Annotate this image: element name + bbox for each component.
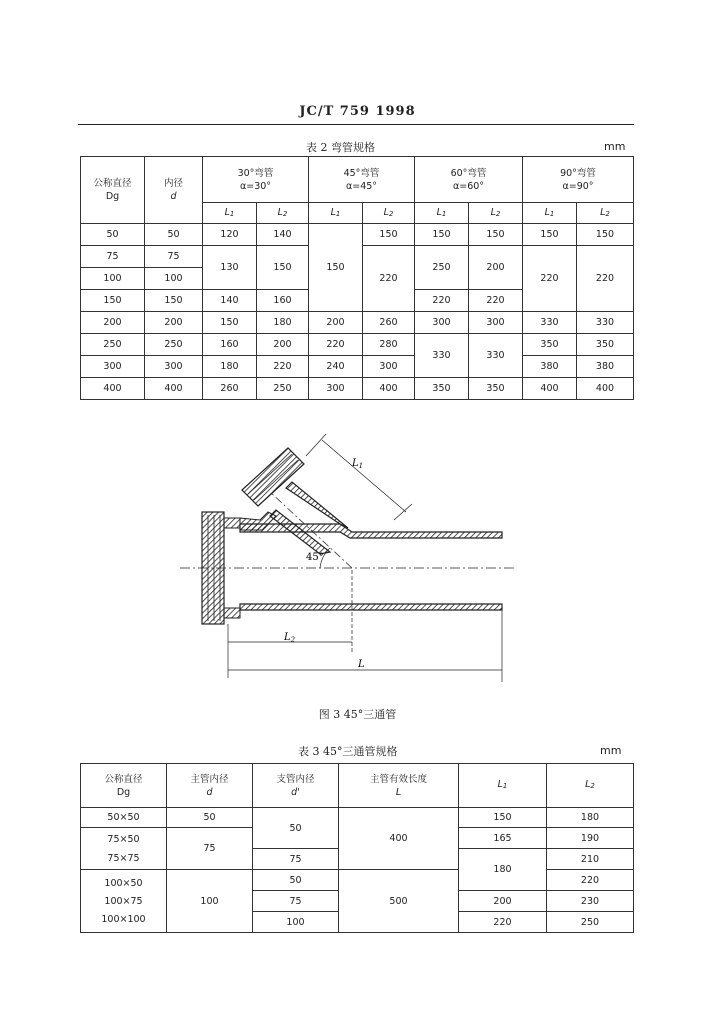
cell: 200	[81, 312, 145, 334]
cell: 50	[253, 808, 339, 849]
cell: 75×50 75×75	[81, 828, 167, 870]
cell: 100×50 100×75 100×100	[81, 870, 167, 933]
table-row	[81, 224, 634, 246]
cell: 330	[523, 312, 577, 334]
cell: 210	[547, 849, 634, 870]
cell: 160	[257, 290, 309, 312]
cell: 200	[459, 891, 547, 912]
l1-label: $L_1$	[352, 458, 364, 470]
table3-title: 表 3 45°三通管规格	[298, 745, 398, 758]
cell: 200	[145, 312, 203, 334]
cell: 400	[363, 378, 415, 400]
cell: 180	[257, 312, 309, 334]
cell: 350	[415, 378, 469, 400]
cell: 400	[523, 378, 577, 400]
table2-bend-spec	[80, 156, 634, 400]
header-l2: L2	[363, 203, 415, 224]
cell: 180	[203, 356, 257, 378]
tee-pipe-drawing	[180, 420, 520, 690]
header-rule	[78, 124, 634, 125]
cell: 150	[257, 246, 309, 290]
header-d: 内径 d	[145, 157, 203, 224]
cell: 350	[577, 334, 634, 356]
cell: 200	[309, 312, 363, 334]
header-l2: L2	[469, 203, 523, 224]
cell: 50	[145, 224, 203, 246]
header-l1: L1	[459, 764, 547, 808]
cell: 150	[81, 290, 145, 312]
cell: 220	[469, 290, 523, 312]
cell: 230	[547, 891, 634, 912]
cell: 400	[145, 378, 203, 400]
header-l2: L2	[257, 203, 309, 224]
cell: 180	[459, 849, 547, 891]
header-l1: L1	[309, 203, 363, 224]
cell: 500	[339, 870, 459, 933]
cell: 75	[167, 828, 253, 870]
cell: 220	[363, 246, 415, 312]
table-row	[81, 870, 634, 891]
header-branch-inner-diameter: 支管内径 d'	[253, 764, 339, 808]
cell: 300	[363, 356, 415, 378]
cell: 300	[469, 312, 523, 334]
main-pipe-wall-bottom	[240, 604, 502, 610]
cell: 140	[203, 290, 257, 312]
cell: 180	[547, 808, 634, 828]
table2-unit: mm	[604, 140, 626, 153]
cell: 350	[523, 334, 577, 356]
cell: 100	[253, 912, 339, 933]
cell: 400	[339, 808, 459, 870]
cell: 220	[523, 246, 577, 312]
cell: 300	[415, 312, 469, 334]
branch-pipe	[240, 448, 348, 554]
table2-title: 表 2 弯管规格	[306, 141, 375, 154]
cell: 150	[459, 808, 547, 828]
cell: 220	[415, 290, 469, 312]
cell: 260	[203, 378, 257, 400]
cell: 50	[253, 870, 339, 891]
header-l1: L1	[203, 203, 257, 224]
standard-code: JC/T 759 1998	[299, 104, 416, 119]
cell: 200	[257, 334, 309, 356]
header-dg: 公称直径 Dg	[81, 764, 167, 808]
header-60-bend: 60°弯管 α=60°	[415, 157, 523, 203]
cell: 330	[415, 334, 469, 378]
cell: 75	[81, 246, 145, 268]
cell: 220	[459, 912, 547, 933]
cell: 50	[81, 224, 145, 246]
cell: 190	[547, 828, 634, 849]
cell: 300	[309, 378, 363, 400]
cell: 380	[577, 356, 634, 378]
figure3-caption: 图 3 45°三通管	[318, 708, 397, 721]
cell: 150	[415, 224, 469, 246]
cell: 130	[203, 246, 257, 290]
cell: 250	[415, 246, 469, 290]
header-main-inner-diameter: 主管内径 d	[167, 764, 253, 808]
header-45-bend: 45°弯管 α=45°	[309, 157, 415, 203]
header-l1: L1	[415, 203, 469, 224]
cell: 75	[145, 246, 203, 268]
cell: 400	[81, 378, 145, 400]
table-row	[81, 334, 634, 356]
cell: 300	[81, 356, 145, 378]
cell: 250	[547, 912, 634, 933]
table-row	[81, 808, 634, 828]
cell: 220	[309, 334, 363, 356]
table-row	[81, 378, 634, 400]
l1-extension	[306, 434, 326, 456]
cell: 75	[253, 849, 339, 870]
cell: 150	[145, 290, 203, 312]
cell: 150	[203, 312, 257, 334]
cell: 240	[309, 356, 363, 378]
table-row	[81, 356, 634, 378]
cell: 250	[145, 334, 203, 356]
l2-label: $L_2$	[284, 632, 296, 644]
cell: 280	[363, 334, 415, 356]
l1-extension	[394, 504, 412, 520]
table-row	[81, 312, 634, 334]
cell: 150	[309, 224, 363, 312]
cell: 250	[257, 378, 309, 400]
header-l2: L2	[577, 203, 634, 224]
header-dg: 公称直径 Dg	[81, 157, 145, 224]
cell: 120	[203, 224, 257, 246]
cell: 150	[469, 224, 523, 246]
cell: 220	[257, 356, 309, 378]
angle-label: 45°	[306, 552, 324, 563]
cell: 100	[167, 870, 253, 933]
main-pipe-wall-top	[240, 524, 502, 538]
cell: 350	[469, 378, 523, 400]
header-90-bend: 90°弯管 α=90°	[523, 157, 634, 203]
cell: 100	[145, 268, 203, 290]
cell: 50×50	[81, 808, 167, 828]
cell: 330	[577, 312, 634, 334]
table3-unit: mm	[600, 744, 622, 757]
cell: 150	[523, 224, 577, 246]
cell: 140	[257, 224, 309, 246]
cell: 160	[203, 334, 257, 356]
cell: 400	[577, 378, 634, 400]
l1-dimension-line	[322, 440, 406, 512]
cell: 165	[459, 828, 547, 849]
cell: 220	[547, 870, 634, 891]
header-30-bend: 30°弯管 α=30°	[203, 157, 309, 203]
cell: 380	[523, 356, 577, 378]
header-l2: L2	[547, 764, 634, 808]
cell: 50	[167, 808, 253, 828]
cell: 300	[145, 356, 203, 378]
header-l1: L1	[523, 203, 577, 224]
cell: 250	[81, 334, 145, 356]
cell: 100	[81, 268, 145, 290]
cell: 260	[363, 312, 415, 334]
cell: 200	[469, 246, 523, 290]
cell: 150	[577, 224, 634, 246]
cell: 75	[253, 891, 339, 912]
header-main-effective-length: 主管有效长度 L	[339, 764, 459, 808]
cell: 330	[469, 334, 523, 378]
cell: 150	[363, 224, 415, 246]
table3-tee-spec	[80, 763, 634, 933]
l-label: L	[358, 659, 365, 670]
cell: 220	[577, 246, 634, 312]
